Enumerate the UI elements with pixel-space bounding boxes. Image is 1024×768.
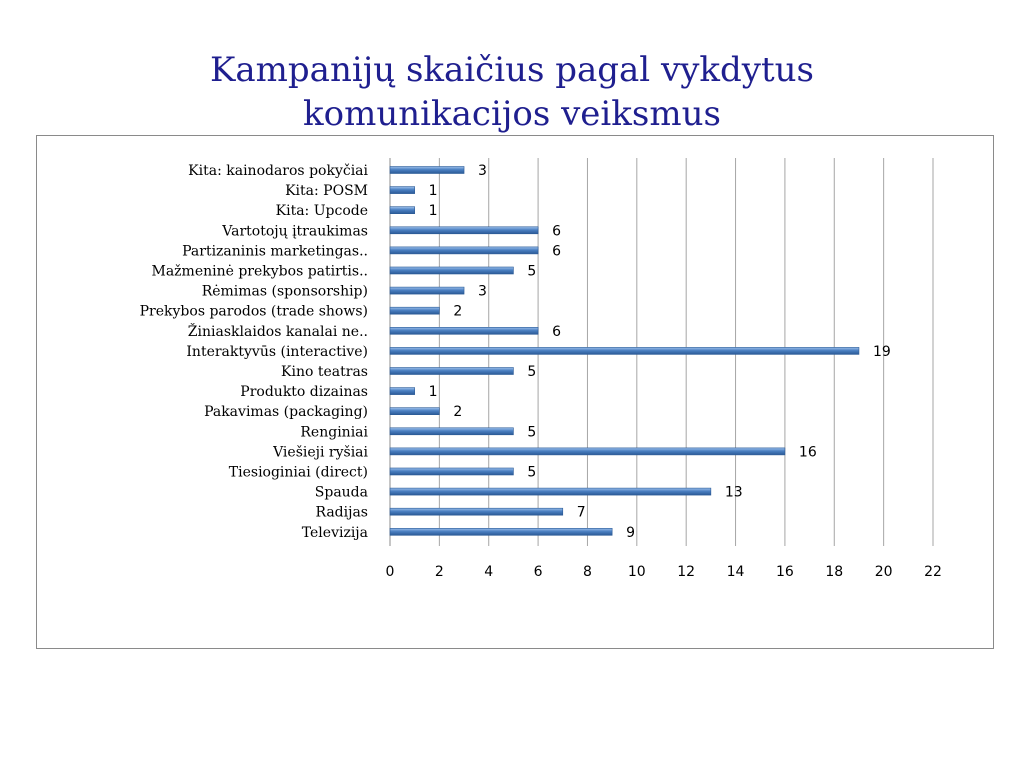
- x-tick-label: 20: [874, 564, 893, 580]
- bar: [390, 167, 464, 174]
- category-label: Renginiai: [300, 424, 368, 441]
- bar: [390, 428, 513, 435]
- bar: [390, 408, 439, 415]
- bar: [390, 468, 513, 475]
- bar: [390, 247, 538, 254]
- bar: [390, 368, 513, 375]
- value-label: 5: [527, 364, 537, 380]
- category-label: Vartotojų įtraukimas: [222, 223, 368, 240]
- category-label: Radijas: [315, 504, 368, 521]
- bar: [390, 528, 612, 535]
- x-tick-label: 6: [533, 564, 543, 580]
- category-label: Prekybos parodos (trade shows): [139, 303, 368, 320]
- bar: [390, 448, 785, 455]
- x-tick-label: 12: [677, 564, 696, 580]
- labels: [140, 163, 942, 580]
- category-label: Tiesioginiai (direct): [228, 464, 368, 481]
- value-label: 16: [798, 444, 817, 461]
- category-label: Kita: kainodaros pokyčiai: [188, 163, 368, 179]
- slide-title: [0, 48, 1024, 136]
- value-label: 1: [428, 203, 438, 220]
- x-tick-label: 4: [484, 564, 494, 580]
- x-tick-label: 2: [434, 564, 444, 580]
- value-label: 6: [552, 223, 562, 240]
- category-label: Produkto dizainas: [240, 384, 368, 401]
- category-label: Kino teatras: [281, 364, 368, 380]
- value-label: 5: [527, 424, 537, 441]
- value-label: 7: [576, 504, 586, 521]
- x-tick-label: 16: [775, 564, 794, 580]
- bar: [390, 287, 464, 294]
- x-tick-label: 10: [627, 564, 646, 580]
- value-label: 2: [453, 404, 463, 421]
- value-label: 1: [428, 183, 438, 200]
- bar: [390, 488, 711, 495]
- chart-frame: [36, 135, 994, 649]
- category-label: Rėmimas (sponsorship): [201, 283, 368, 300]
- category-label: Televizija: [301, 524, 368, 541]
- category-label: Partizaninis marketingas..: [182, 243, 368, 260]
- value-label: 6: [552, 323, 562, 340]
- x-tick-label: 14: [726, 564, 745, 580]
- bar: [390, 347, 859, 354]
- bars: [390, 167, 859, 536]
- value-label: 1: [428, 384, 438, 401]
- bar: [390, 327, 538, 334]
- bar: [390, 388, 415, 395]
- slide-title-line-2: komunikacijos veiksmus: [303, 94, 721, 134]
- value-label: 9: [626, 524, 636, 541]
- x-tick-label: 18: [825, 564, 844, 580]
- category-label: Spauda: [314, 484, 368, 501]
- bar: [390, 267, 513, 274]
- value-label: 6: [552, 243, 562, 260]
- category-label: Mažmeninė prekybos patirtis..: [151, 263, 368, 280]
- category-label: Kita: POSM: [285, 183, 368, 200]
- bar: [390, 307, 439, 314]
- value-label: 2: [453, 303, 463, 320]
- value-label: 5: [527, 263, 537, 280]
- value-label: 5: [527, 464, 537, 481]
- bar: [390, 508, 563, 515]
- value-label: 19: [872, 343, 891, 360]
- x-tick-label: 0: [385, 564, 395, 580]
- bar: [390, 187, 415, 194]
- bar: [390, 227, 538, 234]
- value-label: 13: [724, 484, 743, 501]
- value-label: 3: [478, 163, 487, 179]
- bar: [390, 207, 415, 214]
- category-label: Pakavimas (packaging): [204, 404, 368, 421]
- bar-chart: [37, 136, 995, 650]
- value-label: 3: [478, 283, 487, 300]
- category-label: Kita: Upcode: [275, 203, 368, 220]
- x-tick-label: 8: [582, 564, 592, 580]
- category-label: Žiniasklaidos kanalai ne..: [187, 323, 368, 340]
- category-label: Viešieji ryšiai: [273, 444, 368, 461]
- category-label: Interaktyvūs (interactive): [186, 343, 368, 360]
- x-tick-label: 22: [924, 564, 942, 580]
- slide-title-line-1: Kampanijų skaičius pagal vykdytus: [210, 50, 814, 90]
